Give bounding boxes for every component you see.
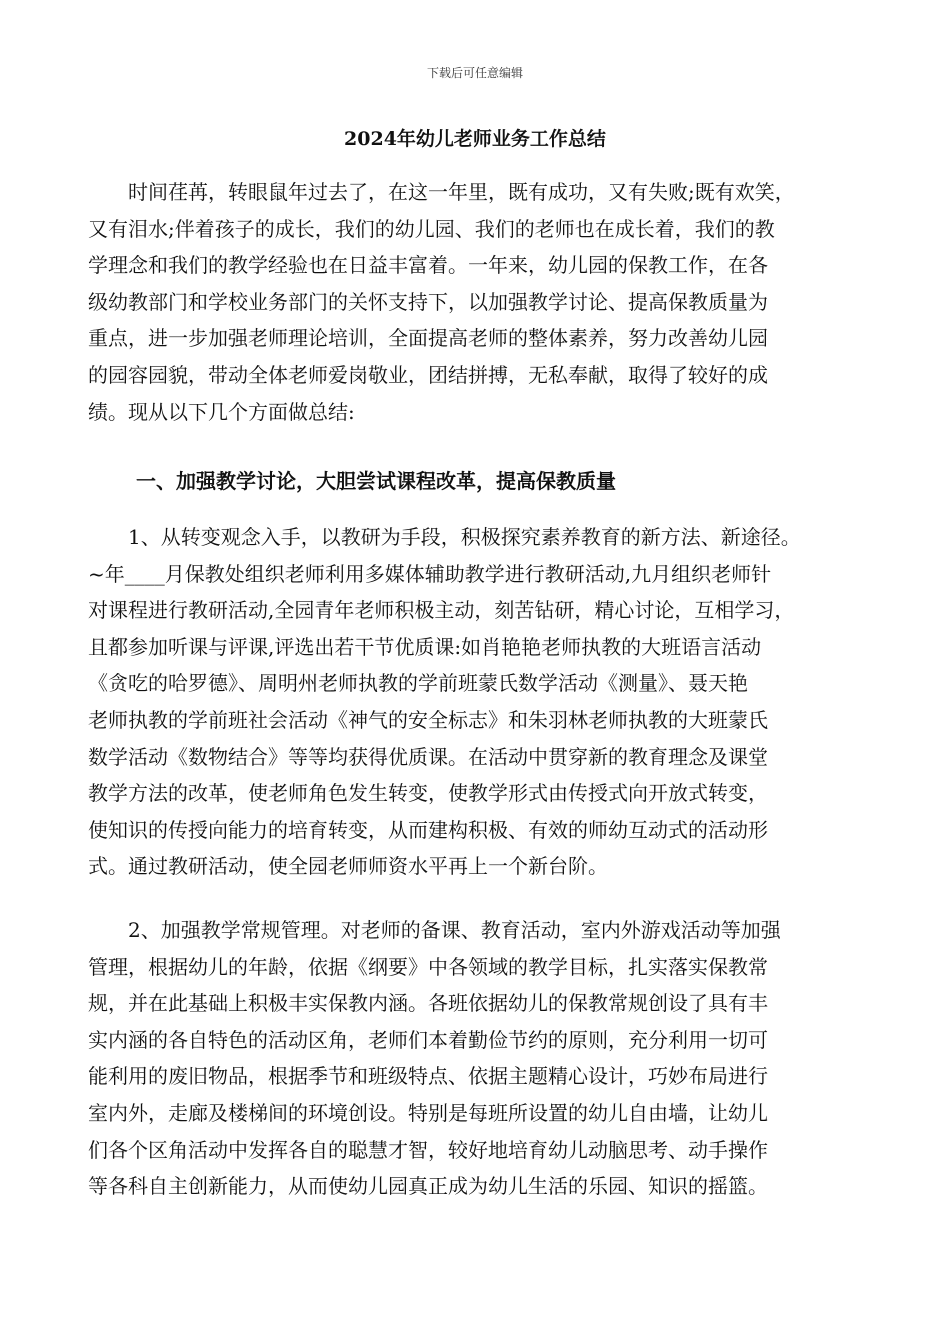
header-note: 下载后可任意编辑 <box>426 66 523 80</box>
intro-line: 的园容园貌，带动全体老师爱岗敬业，团结拼搏，无私奉献，取得了较好的成 <box>88 362 768 387</box>
paragraph-line: 能利用的废旧物品，根据季节和班级特点、依据主题精心设计，巧妙布局进行 <box>88 1064 768 1089</box>
paragraph-line: 老师执教的学前班社会活动《神气的安全标志》和朱羽林老师执教的大班蒙氏 <box>88 707 768 732</box>
paragraph-1 <box>88 519 878 885</box>
paragraph-line: 2、加强教学常规管理。对老师的备课、教育活动，室内外游戏活动等加强 <box>88 918 781 942</box>
intro-line: 级幼教部门和学校业务部门的关怀支持下，以加强教学讨论、提高保教质量为 <box>88 289 768 314</box>
paragraph-line: 数学活动《数物结合》等等均获得优质课。在活动中贯穿新的教育理念及课堂 <box>88 744 768 769</box>
paragraph-line: 教学方法的改革，使老师角色发生转变，使教学形式由传授式向开放式转变， <box>88 781 768 806</box>
paragraph-line: 室内外，走廊及楼梯间的环境创设。特别是每班所设置的幼儿自由墙，让幼儿 <box>88 1100 768 1125</box>
section-heading: 一、加强教学讨论，大胆尝试课程改革，提高保教质量 <box>136 469 616 493</box>
document-title: 2024年幼儿老师业务工作总结 <box>344 128 606 150</box>
intro-line: 绩。现从以下几个方面做总结: <box>88 399 355 424</box>
paragraph-line: 对课程进行教研活动,全园青年老师积极主动，刻苦钻研，精心讨论，互相学习， <box>88 598 795 623</box>
paragraph-line: 管理，根据幼儿的年龄，依据《纲要》中各领域的教学目标，扎实落实保教常 <box>88 954 768 979</box>
intro-line: 又有泪水;伴着孩子的成长，我们的幼儿园、我们的老师也在成长着，我们的教 <box>88 216 775 241</box>
paragraph-line: 《贪吃的哈罗德》、周明州老师执教的学前班蒙氏数学活动《测量》、聂天艳 <box>88 671 748 696</box>
paragraph-line: 实内涵的各自特色的活动区角，老师们本着勤俭节约的原则，充分利用一切可 <box>88 1027 768 1052</box>
paragraph-line: 使知识的传授向能力的培育转变，从而建构积极、有效的师幼互动式的活动形 <box>88 817 768 842</box>
intro-paragraph <box>88 174 878 430</box>
paragraph-line: 规，并在此基础上积极丰实保教内涵。各班依据幼儿的保教常规创设了具有丰 <box>88 991 768 1016</box>
paragraph-line: 且都参加听课与评课,评选出若干节优质课:如肖艳艳老师执教的大班语言活动 <box>88 634 762 659</box>
intro-line: 重点，进一步加强老师理论培训，全面提高老师的整体素养，努力改善幼儿园 <box>88 326 768 351</box>
intro-line: 学理念和我们的教学经验也在日益丰富着。一年来，幼儿园的保教工作，在各 <box>88 253 768 278</box>
paragraph-line: 1、从转变观念入手，以教研为手段，积极探究素养教育的新方法、新途径。 <box>88 525 801 549</box>
paragraph-line: 等各科自主创新能力，从而使幼儿园真正成为幼儿生活的乐园、知识的摇篮。 <box>88 1174 768 1199</box>
paragraph-line: ~年____月保教处组织老师利用多媒体辅助教学进行教研活动,九月组织老师针 <box>88 561 772 586</box>
paragraph-line: 式。通过教研活动，使全园老师师资水平再上一个新台阶。 <box>88 854 608 879</box>
paragraph-line: 们各个区角活动中发挥各自的聪慧才智，较好地培育幼儿动脑思考、动手操作 <box>88 1137 768 1162</box>
paragraph-2 <box>88 912 878 1205</box>
intro-line: 时间荏苒，转眼鼠年过去了，在这一年里，既有成功，又有失败;既有欢笑， <box>88 180 795 204</box>
